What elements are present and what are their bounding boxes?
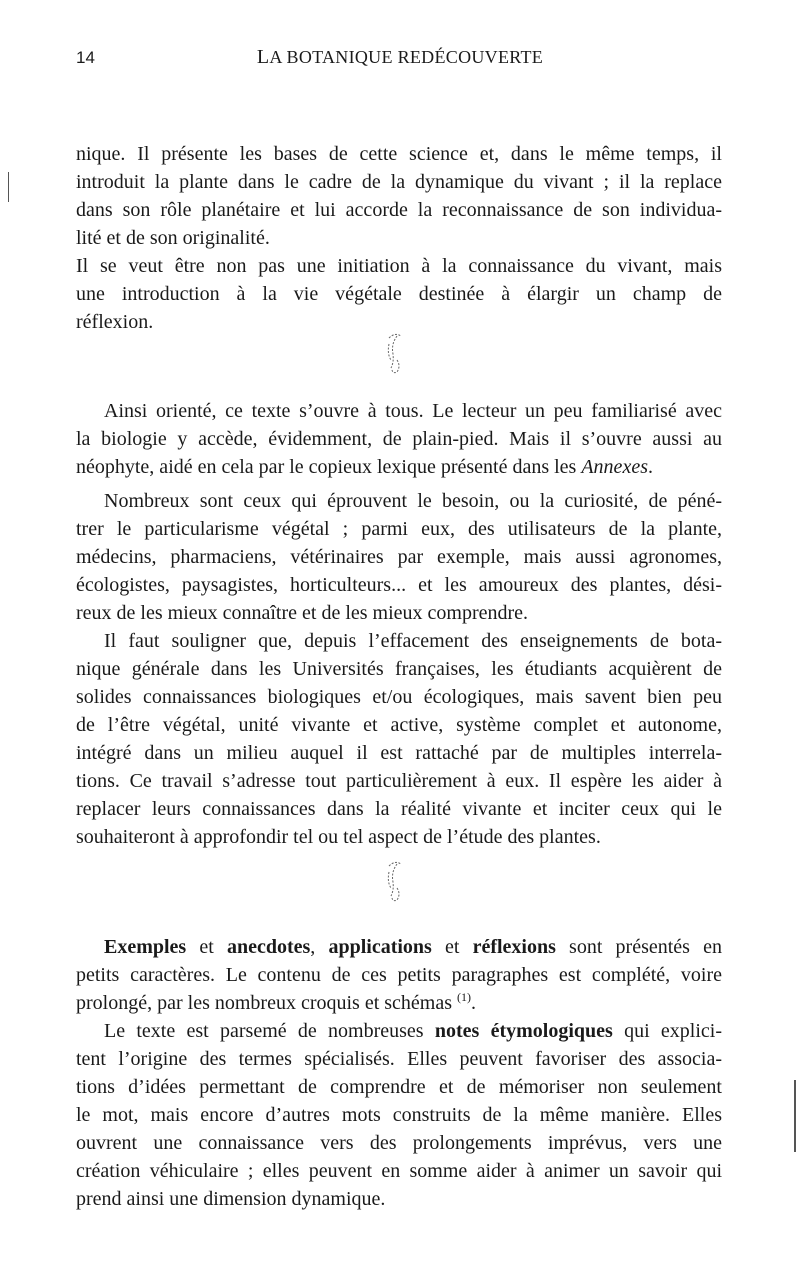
text-line [104,629,722,653]
text-segment: Le texte est parsemé de nombreuses [104,1020,435,1042]
text-line [76,427,722,451]
text-line [76,825,722,849]
text-line [76,713,722,737]
text-line [76,1131,722,1155]
bold-term: notes étymologiques [434,1020,613,1042]
text-segment: prolongé, par les nombreux croquis et schémas [76,992,458,1014]
text-line [76,741,722,765]
text-segment: Il faut souligner que, depuis l’effacement des enseignements de bota- [104,630,722,652]
footnote-ref: (1) [457,990,472,1004]
text-line [76,282,722,306]
scan-margin-mark [794,1080,796,1152]
text-line [76,657,722,681]
running-title [0,46,800,69]
text-segment: sont présentés en [555,936,722,958]
text-line [76,1075,722,1099]
text-line [76,226,722,250]
text-segment: tent l’origine des termes spécialisés. Elles peuvent favoriser des associa- [76,1048,722,1070]
fleuron-ornament-icon [383,330,407,380]
text-segment: nique. Il présente les bases de cette science et, dans le même temps, il [76,143,722,165]
text-segment: nique générale dans les Universités françaises, les étudiants acquièrent de [76,658,722,680]
text-segment: Il se veut être non pas une initiation à la connaissance du vivant, mais [76,255,722,277]
text-segment: tions d’idées permettant de comprendre et de mémoriser non seulement [76,1076,722,1098]
text-segment: de l’être végétal, unité vivante et active, système complet et autonome, [76,714,722,736]
text-line [76,198,722,222]
text-segment: et [186,936,227,958]
text-segment: replacer leurs connaissances dans la réalité vivante et inciter ceux qui le [76,798,722,820]
italic-term: Annexes [581,456,648,478]
text-line [104,1019,722,1043]
text-line [76,963,722,987]
text-segment: ouvrent une connaissance vers des prolongements imprévus, vers une [76,1132,722,1154]
text-line [76,254,722,278]
text-segment: qui explici- [612,1020,722,1042]
text-segment: et [431,936,473,958]
text-line [76,1187,722,1211]
text-segment: la biologie y accède, évidemment, de plain-pied. Mais il s’ouvre aussi au [76,428,722,450]
text-line [76,991,722,1015]
text-line [76,170,722,194]
text-line [76,310,722,334]
text-line [104,935,722,959]
text-segment: reux de les mieux connaître et de les mieux comprendre. [76,602,529,624]
text-line [76,769,722,793]
text-segment: Nombreux sont ceux qui éprouvent le besoin, ou la curiosité, de péné- [104,490,722,512]
text-line [76,455,722,479]
text-line [104,399,722,423]
text-segment: une introduction à la vie végétale destinée à élargir un champ de [76,283,722,305]
text-segment: lité et de son originalité. [76,227,270,249]
text-line [76,517,722,541]
text-line [76,142,722,166]
running-title-initial: L [256,46,270,68]
text-segment: prend ainsi une dimension dynamique. [76,1188,386,1210]
text-line [76,573,722,597]
text-segment: , [310,936,329,958]
text-segment: trer le particularisme végétal ; parmi eux, des utilisateurs de la plante, [76,518,722,540]
text-line [76,685,722,709]
bold-term: Exemples [104,936,187,958]
text-line [76,797,722,821]
text-line [76,601,722,625]
text-segment: tions. Ce travail s’adresse tout particulièrement à eux. Il espère les aider à [76,770,722,792]
text-segment: réflexion. [76,311,154,333]
bold-term: applications [328,936,432,958]
page-number: 14 [76,48,95,67]
text-segment: solides connaissances biologiques et/ou écologiques, mais savent bien peu [76,686,722,708]
text-segment: écologistes, paysagistes, horticulteurs... et les amoureux des plantes, dési- [76,574,722,596]
bold-term: réflexions [472,936,556,958]
text-segment: le mot, mais encore d’autres mots construits de la même manière. Elles [76,1104,722,1126]
fleuron-ornament-icon [383,858,407,908]
text-line [104,489,722,513]
text-line [76,545,722,569]
text-segment: petits caractères. Le contenu de ces petits paragraphes est complété, voire [76,964,722,986]
text-segment: Ainsi orienté, ce texte s’ouvre à tous. Le lecteur un peu familiarisé avec [104,400,722,422]
text-segment: dans son rôle planétaire et lui accorde la reconnaissance de son individua- [76,199,722,221]
text-segment: médecins, pharmaciens, vétérinaires par exemple, mais aussi agronomes, [76,546,722,568]
text-line [76,1159,722,1183]
text-segment: intégré dans un milieu auquel il est rattaché par de multiples interrela- [76,742,722,764]
text-line [76,1047,722,1071]
text-segment: néophyte, aidé en cela par le copieux lexique présenté dans les [76,456,582,478]
text-line [76,1103,722,1127]
text-segment: introduit la plante dans le cadre de la dynamique du vivant ; il la replace [76,171,722,193]
text-segment: création véhiculaire ; elles peuvent en somme aider à animer un savoir qui [76,1160,722,1182]
text-segment: . [471,992,477,1014]
running-title-rest: A BOTANIQUE REDÉCOUVERTE [269,47,544,67]
scan-margin-mark [8,172,9,202]
bold-term: anecdotes [226,936,311,958]
text-segment: . [647,456,653,478]
text-segment: souhaiteront à approfondir tel ou tel aspect de l’étude des plantes. [76,826,601,848]
